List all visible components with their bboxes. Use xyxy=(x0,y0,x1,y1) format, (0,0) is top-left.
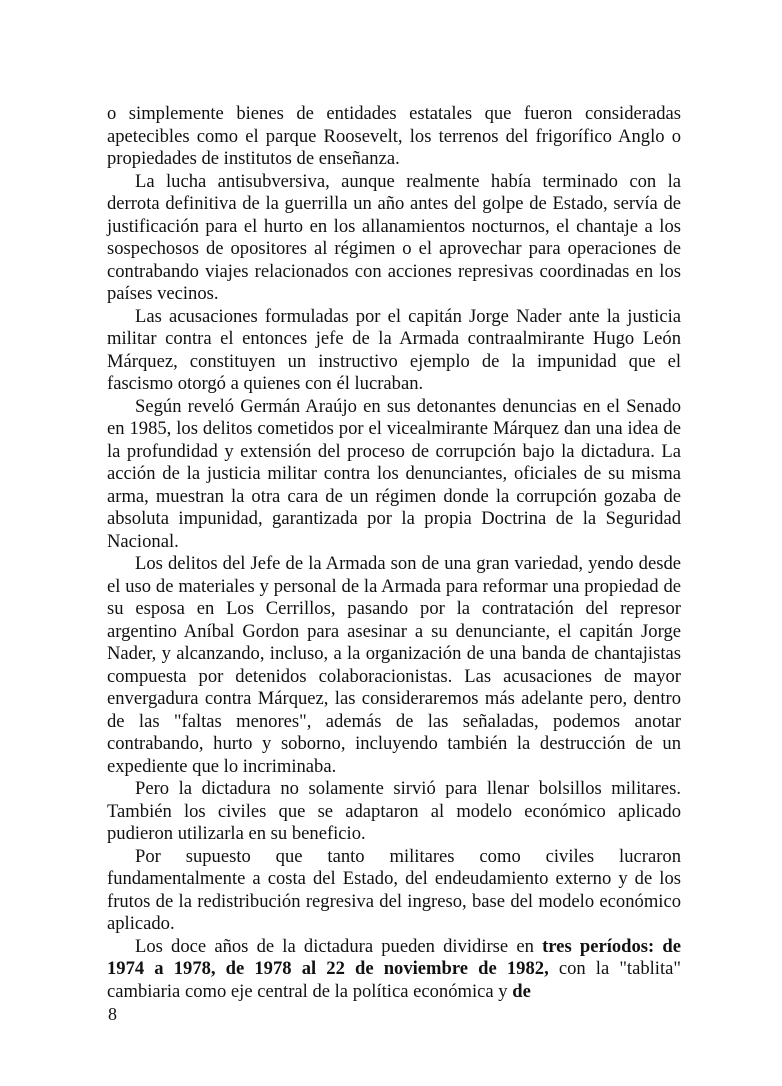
text-run: Por supuesto que tanto militares como civiles lucraron fundamentalmente a costa del Estado, del endeudamiento externo y de los frutos de la redistribución regresiva del ingreso, base del modelo económico aplicado. xyxy=(107,845,681,934)
paragraph xyxy=(107,846,681,936)
text-run: Según reveló Germán Araújo en sus detonantes denuncias en el Senado en 1985, los delitos cometidos por el vicealmirante Márquez dan una idea de la profundidad y extensión del proceso de corrupción bajo la dictadura. La acción de la justicia militar contra los denunciantes, oficiales de su misma arma, muestran la otra cara de un régimen donde la corrupción gozaba de absoluta impunidad, garantizada por la propia Doctrina de la Seguridad Nacional. xyxy=(107,395,681,552)
text-run: Los doce años de la dictadura pueden dividirse en xyxy=(135,935,543,957)
text-run: con la "tablita" cambiaria como eje central de la política económica y xyxy=(107,958,681,1002)
bold-text: de xyxy=(512,980,531,1002)
text-run: La lucha antisubversiva, aunque realmente había terminado con la derrota definitiva de la guerrilla un año antes del golpe de Estado, servía de justificación para el hurto en los allanamientos nocturnos, el chantaje a los sospechosos de opositores al régimen o el aprovechar para operaciones de contrabando viajes relacionados con acciones represivas coordinadas en los países vecinos. xyxy=(107,170,681,304)
text-run: Pero la dictadura no solamente sirvió para llenar bolsillos militares. También los civiles que se adaptaron al modelo económico aplicado pudieron utilizarla en su beneficio. xyxy=(107,778,681,844)
paragraph xyxy=(107,396,681,554)
paragraph xyxy=(107,103,681,171)
paragraph xyxy=(107,936,681,1004)
page-number: 8 xyxy=(108,1004,117,1024)
body-text xyxy=(107,103,681,1003)
paragraph xyxy=(107,778,681,846)
paragraph xyxy=(107,553,681,778)
text-run: o simplemente bienes de entidades estatales que fueron consideradas apetecibles como el parque Roosevelt, los terrenos del frigorífico Anglo o propiedades de institutos de enseñanza. xyxy=(107,103,681,169)
text-run: Los delitos del Jefe de la Armada son de una gran variedad, yendo desde el uso de materiales y personal de la Armada para reformar una propiedad de su esposa en Los Cerrillos, pasando por la contratación del represor argentino Aníbal Gordon para asesinar a su denunciante, el capitán Jorge Nader, y alcanzando, incluso, a la organización de una banda de chantajistas compuesta por detenidos colaboracionistas. Las acusaciones de mayor envergadura contra Márquez, las consideraremos más adelante pero, dentro de las "faltas menores", además de las señaladas, podemos anotar contrabando, hurto y soborno, incluyendo también la destrucción de un expediente que lo incriminaba. xyxy=(107,553,681,777)
paragraph xyxy=(107,171,681,306)
bold-text: tres períodos: de 1974 a 1978, de 1978 al 22 de noviembre de 1982, xyxy=(107,935,681,979)
text-run: Las acusaciones formuladas por el capitán Jorge Nader ante la justicia militar contra el entonces jefe de la Armada contraalmirante Hugo León Márquez, constituyen un instructivo ejemplo de la impunidad que el fascismo otorgó a quienes con él lucraban. xyxy=(107,305,681,394)
paragraph xyxy=(107,306,681,396)
